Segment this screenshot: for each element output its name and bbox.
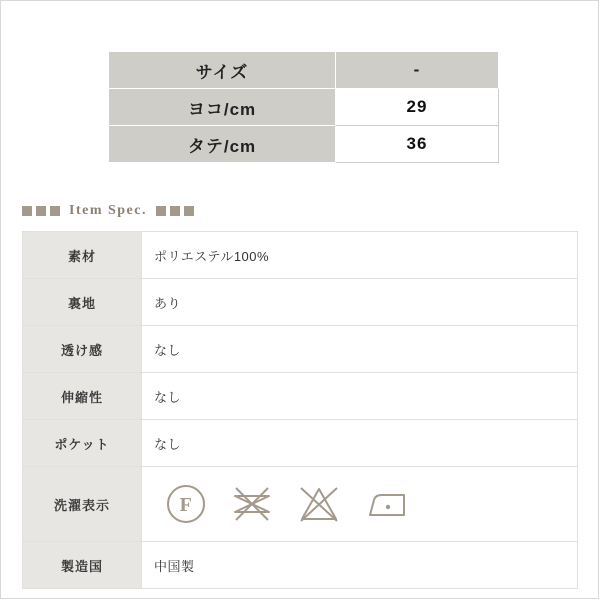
size-table-value: 36 xyxy=(336,126,499,163)
item-spec-heading xyxy=(22,203,194,219)
table-row xyxy=(109,89,499,126)
spec-key: 伸縮性 xyxy=(23,373,142,420)
square-icon xyxy=(184,206,194,216)
page-title: Item Spec. xyxy=(69,203,147,218)
spec-key: 裏地 xyxy=(23,279,142,326)
table-row xyxy=(23,232,578,279)
spec-key: 透け感 xyxy=(23,326,142,373)
table-row xyxy=(109,126,499,163)
care-icons-group xyxy=(154,482,576,526)
square-icon xyxy=(156,206,166,216)
table-row xyxy=(23,279,578,326)
table-row xyxy=(23,467,578,542)
table-row xyxy=(23,326,578,373)
care-symbols-cell xyxy=(142,467,578,542)
table-row xyxy=(23,542,578,589)
size-table xyxy=(108,51,499,163)
square-decoration-right xyxy=(156,206,194,216)
square-icon xyxy=(36,206,46,216)
spec-table xyxy=(22,231,578,589)
square-icon xyxy=(170,206,180,216)
square-icon xyxy=(22,206,32,216)
spec-value: なし xyxy=(142,373,578,420)
size-table-label: タテ/cm xyxy=(109,126,336,163)
spec-table-container xyxy=(22,231,578,589)
size-table-value: - xyxy=(336,52,499,89)
size-table-label: ヨコ/cm xyxy=(109,89,336,126)
svg-text:F: F xyxy=(179,494,193,516)
spec-value: なし xyxy=(142,326,578,373)
size-table-label: サイズ xyxy=(109,52,336,89)
spec-key: 製造国 xyxy=(23,542,142,589)
iron-low-heat-icon xyxy=(364,484,412,524)
spec-key: 素材 xyxy=(23,232,142,279)
spec-value: 中国製 xyxy=(142,542,578,589)
do-not-wring-icon xyxy=(230,482,274,526)
spec-value: なし xyxy=(142,420,578,467)
do-not-bleach-icon xyxy=(296,482,342,526)
spec-value: ポリエステル100% xyxy=(142,232,578,279)
spec-key: ポケット xyxy=(23,420,142,467)
spec-key: 洗濯表示 xyxy=(23,467,142,542)
table-row xyxy=(109,52,499,89)
table-row xyxy=(23,373,578,420)
table-row xyxy=(23,420,578,467)
professional-cleaning-f-icon xyxy=(164,482,208,526)
size-table-container xyxy=(108,51,492,163)
size-table-value: 29 xyxy=(336,89,499,126)
spec-value: あり xyxy=(142,279,578,326)
square-decoration-left xyxy=(22,206,60,216)
square-icon xyxy=(50,206,60,216)
